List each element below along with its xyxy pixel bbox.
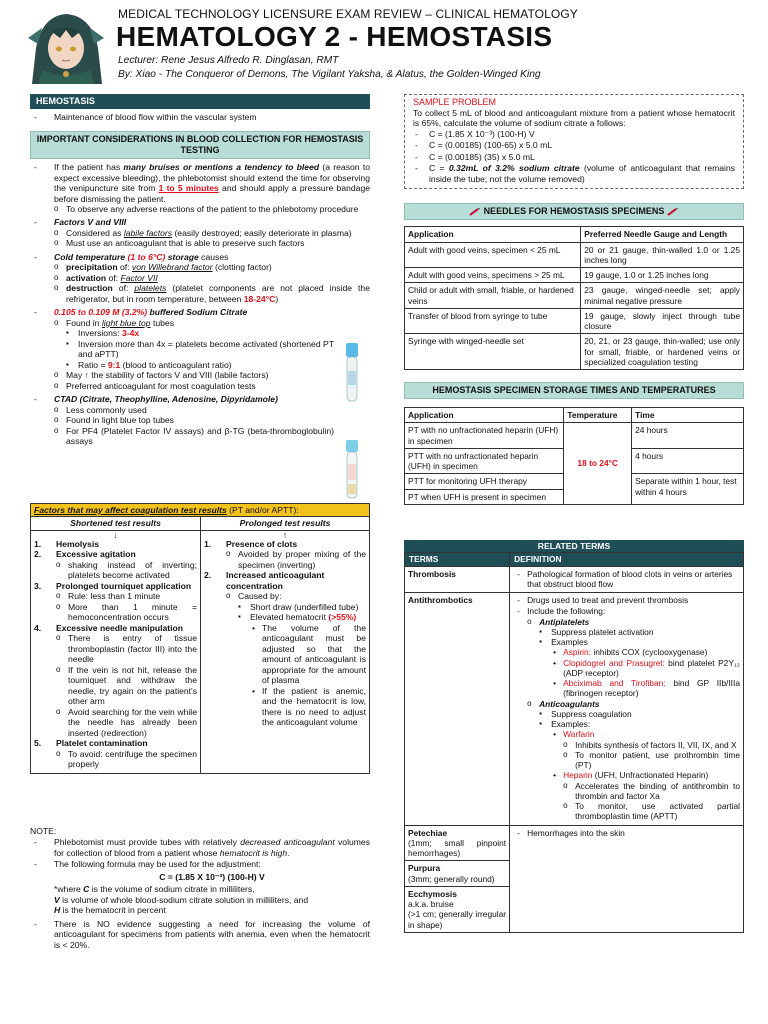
storage-application: PT when UFH is present in specimen <box>405 489 564 504</box>
storage-col-temperature: Temperature <box>564 408 632 423</box>
table-row: Thrombosis - Pathological formation of blood clots in veins or arteries that obstruct blood flow <box>405 566 744 593</box>
sample-problem-box: SAMPLE PROBLEM To collect 5 mL of blood and anticoagulant mixture from a patient whose hematocrit is 65%, calculate the volume of sodium citrate a follows: - C = (1.85 X 10⁻³) (100-H) V - C = (0.00185) (100-65) x 5.0 mL - C = (0.00185) (35) x 5.0 mL - C = 0.32mL of 3.2% sodium citrate (volume of anticoagulant that remains inside the tube; not the volume removed) <box>404 94 744 189</box>
needles-table <box>404 226 744 370</box>
note-label: NOTE: <box>30 826 57 836</box>
table-row <box>405 308 744 334</box>
sample-problem-text: To collect 5 mL of blood and anticoagulant mixture from a patient whose hematocrit is 65%, calculate the volume of sodium citrate a follows: <box>413 107 735 129</box>
ctad-use: o For PF4 (Platelet Factor IV assays) and β-TG (beta-thromboglobulin) assays <box>54 426 334 447</box>
table-row <box>405 242 744 268</box>
table-row: Petechiae (1mm; small pinpoint hemorrhages) - Hemorrhages into the skin <box>405 825 744 861</box>
note-item-2: - The following formula may be used for the adjustment: C = (1.85 X 10⁻³) (100-H) V *where C is the volume of sodium citrate in milliliters, V is volume of whole blood-sodium citrate solution in milliliters, and H is the hematocrit in percent <box>30 859 370 915</box>
hemostasis-definition: - Maintenance of blood flow within the vascular system <box>30 112 370 122</box>
lecturer-line: Lecturer: Rene Jesus Alfredo R. Dinglasan, RMT <box>118 55 339 66</box>
note-section <box>30 826 370 951</box>
needle-gauge: 23 gauge, winged-needle set; apply minimal negative pressure <box>581 283 744 309</box>
anticoagulant-preserve: o Must use an anticoagulant that is able to preserve such factors <box>54 238 370 248</box>
considerations-list <box>30 162 370 447</box>
table-row: Antithrombotics - Drugs used to treat and prevent thrombosis - Include the following: o Antiplatelets ▪ Suppress platelet activation ▪ Examples • Aspirin: inhibits COX (cyclooxygenase) • Clopidogrel and Prasugrel: bind platelet P2Y₁₂ (ADP receptor) • Abciximab and Tirofiban: bind GP IIb/IIIa (fibrinogen receptor) o Anticoagulants ▪ Suppress coagulation ▪ Examples: • Warfarin o Inhibits synthesis of factors II, VII, IX, and X o To monitor patient, use prothrombin time (PT) • Heparin (UFH, Unfractionated Heparin) o Accelerates the binding of antithrombin to thrombin and factor Xa o To monitor, use activated partial thromboplastin time (APTT) <box>405 593 744 826</box>
needle-gauge: 19 gauge, 1.0 or 1.25 inches long <box>581 268 744 283</box>
bruise-subitem: o To observe any adverse reactions of the patient to the phlebotomy procedure <box>54 204 370 214</box>
shortened-cause-item: 5. Platelet contamination o To avoid: centrifuge the specimen properly <box>34 738 197 769</box>
related-terms-section <box>404 540 744 933</box>
storage-time: 4 hours <box>632 448 744 474</box>
ctad-tube: o Found in light blue top tubes <box>54 415 334 425</box>
cold-precipitation: o precipitation of: von Willebrand factor (clotting factor) <box>54 262 370 272</box>
hemostasis-definition-list <box>30 112 370 122</box>
ctad-tube-icon <box>345 440 359 500</box>
needles-col-gauge: Preferred Needle Gauge and Length <box>581 227 744 242</box>
needle-gauge: 20, 21, or 23 gauge, thin-walled; use only for small, friable, or hardened veins or specialized coagulation testing <box>581 334 744 370</box>
term-ecchymosis: Ecchymosis <box>408 888 457 899</box>
prolonged-causes-list <box>204 539 366 728</box>
shortened-results-heading: Shortened test results <box>31 517 200 530</box>
table-row: Purpura (3mm; generally round) <box>405 861 744 887</box>
needle-application: Child or adult with small, friable, or hardened veins <box>405 283 581 309</box>
character-avatar-icon <box>22 8 110 84</box>
storage-temperature: 18 to 24°C <box>564 423 632 505</box>
page-header <box>0 0 768 88</box>
storage-application: PT with no unfractionated heparin (UFH) in specimen <box>405 423 564 449</box>
needle-gauge: 19 gauge, slowly inject through tube closure <box>581 308 744 334</box>
related-terms-heading: RELATED TERMS <box>404 540 744 552</box>
storage-table <box>404 407 744 505</box>
needle-application: Syringe with winged-needle set <box>405 334 581 370</box>
shortened-causes-list <box>34 539 197 770</box>
factors-v-viii-item: - Factors V and VIII o Considered as labile factors (easily destroyed; easily deteriorate in plasma) o Must use an anticoagulant that is able to preserve such factors <box>30 217 370 248</box>
related-col-terms: TERMS <box>405 553 510 566</box>
coagulation-factors-box <box>30 503 370 774</box>
right-column <box>404 94 744 505</box>
table-row <box>405 268 744 283</box>
table-row <box>405 334 744 370</box>
storage-heading: HEMOSTASIS SPECIMEN STORAGE TIMES AND TEMPERATURES <box>404 382 744 399</box>
prolonged-results-column <box>200 517 369 772</box>
note-item-3: - There is NO evidence suggesting a need for increasing the volume of anticoagulant for specimens from patients with anemia, even when the hematocrit is < 20%. <box>30 919 370 950</box>
up-arrow-icon: ↑ <box>282 529 288 540</box>
factors-box-title: Factors that may affect coagulation test results (PT and/or APTT): <box>31 504 369 517</box>
storage-time: 24 hours <box>632 423 744 449</box>
table-row <box>405 423 744 449</box>
related-terms-table <box>404 552 744 933</box>
hemostasis-heading: HEMOSTASIS <box>30 94 370 109</box>
term-antithrombotics: Antithrombotics <box>408 595 473 606</box>
needles-heading: NEEDLES FOR HEMOSTASIS SPECIMENS <box>404 203 744 220</box>
down-arrow-icon: ↓ <box>113 529 118 540</box>
citrate-tube: o Found in light blue top tubes ▪ Inversions: 3-4x ▪ Inversion more than 4x = platelets become activated (shortened PT and aPTT) ▪ Ratio = 9:1 (blood to anticoagulant ratio) <box>54 318 334 370</box>
citrate-preferred: o Preferred anticoagulant for most coagulation tests <box>54 381 334 391</box>
ctad-less: o Less commonly used <box>54 405 334 415</box>
storage-application: PTT for monitoring UFH therapy <box>405 474 564 489</box>
shortened-results-column <box>31 517 200 772</box>
shortened-cause-item: 1. Hemolysis <box>34 538 99 549</box>
shortened-cause-item: 3. Prolonged tourniquet application o Rule: less than 1 minute o More than 1 minute = hemoconcentration occurs <box>34 581 197 623</box>
bruise-item: - If the patient has many bruises or mentions a tendency to bleed (a reason to expect excessive bleeding), the phlebotomist should extend the time for observing the venipuncture site from 1 to 5 minutes and should apply a pressure bandage before dismissing the patient. o To observe any adverse reactions of the patient to the phlebotomy procedure <box>30 162 370 214</box>
page-title: HEMATOLOGY 2 - HEMOSTASIS <box>116 21 553 52</box>
labile-factors: o Considered as labile factors (easily destroyed; easily deteriorate in plasma) <box>54 228 370 238</box>
left-column <box>30 94 370 448</box>
cold-destruction: o destruction of: platelets (platelet components are not placed inside the refrigerator, but in room temperature, between 18-24°C) <box>54 283 370 304</box>
storage-col-time: Time <box>632 408 744 423</box>
storage-col-application: Application <box>405 408 564 423</box>
needle-application: Adult with good veins, specimen < 25 mL <box>405 242 581 268</box>
cause-anticoagulant: 2. Increased anticoagulant concentration o Caused by: ▪ Short draw (underfilled tube) ▪ Elevated hematocrit (>55%) • The volume of the anticoagulant must be adjusted so that the amount of anticoagulant is appropriate for the amount of plasma • If the patient is anemic, and the hematocrit is low, there is no need to adjust the anticoagulant volume <box>204 570 366 727</box>
author-line: By: Xiao - The Conqueror of Demons, The Vigilant Yaksha, & Alatus, the Golden-Winged King <box>118 69 541 80</box>
table-row: Ecchymosis a.k.a. bruise (>1 cm; generally irregular in shape) <box>405 886 744 932</box>
term-petechiae: Petechiae <box>408 827 448 838</box>
needle-application: Transfer of blood from syringe to tube <box>405 308 581 334</box>
cause-clots: 1. Presence of clots o Avoided by proper mixing of the specimen (inverting) <box>204 539 366 570</box>
term-purpura: Purpura <box>408 863 441 874</box>
storage-time: Separate within 1 hour, test within 4 hours <box>632 474 744 505</box>
citrate-formula: C = (1.85 X 10⁻³) (100-H) V <box>159 871 265 882</box>
term-thrombosis: Thrombosis <box>408 568 456 579</box>
cold-activation: o activation of: Factor VII <box>54 273 370 283</box>
header-subtitle: MEDICAL TECHNOLOGY LICENSURE EXAM REVIEW – CLINICAL HEMATOLOGY <box>118 7 578 21</box>
ctad-item: - CTAD (Citrate, Theophylline, Adenosine, Dipyridamole) o Less commonly used o Found in light blue top tubes o For PF4 (Platelet Factor IV assays) and β-TG (beta-thromboglobulin) assays <box>30 394 370 446</box>
table-row <box>405 283 744 309</box>
needles-col-application: Application <box>405 227 581 242</box>
considerations-heading: IMPORTANT CONSIDERATIONS IN BLOOD COLLECTION FOR HEMOSTASIS TESTING <box>30 131 370 159</box>
needle-gauge: 20 or 21 gauge, thin-walled 1.0 or 1.25 inches long <box>581 242 744 268</box>
cold-temp-item: - Cold temperature (1 to 6°C) storage causes o precipitation of: von Willebrand factor (clotting factor) o activation of: Factor VII o destruction of: platelets (platelet components are not placed inside the refrigerator, but in room temperature, between 18-24°C) <box>30 252 370 304</box>
sample-problem-title: SAMPLE PROBLEM <box>413 97 497 107</box>
light-blue-top-tube-icon <box>345 343 359 403</box>
syringe-icon <box>667 208 679 216</box>
related-col-definition: DEFINITION <box>510 553 744 566</box>
syringe-icon <box>469 208 481 216</box>
citrate-over-inversion: ▪ Inversion more than 4x = platelets become activated (shortened PT and aPTT) <box>66 339 334 360</box>
citrate-ratio: ▪ Ratio = 9:1 (blood to anticoagulant ratio) <box>66 360 334 370</box>
storage-application: PTT with no unfractionated heparin (UFH) in specimen <box>405 448 564 474</box>
citrate-stability: o May ↑ the stability of factors V and VIII (labile factors) <box>54 370 334 380</box>
sodium-citrate-item: - 0.105 to 0.109 M (3.2%) buffered Sodium Citrate o Found in light blue top tubes ▪ Inversions: 3-4x ▪ Inversion more than 4x = platelets become activated (shortened PT and aPTT) ▪ Ratio = 9:1 (blood to anticoagulant ratio) o May ↑ the stability of factors V and VIII (labile factors) o Preferred anticoagulant for most coagulation tests <box>30 307 370 391</box>
shortened-cause-item: 4. Excessive needle manipulation o There is entry of tissue thromboplastin (factor III) into the needle o If the vein is not hit, release the tourniquet and withdraw the needle, try again on the patient's other arm o Avoid searching for the vein while the needle has already been inserted (redirection) <box>34 623 197 738</box>
citrate-inversions: ▪ Inversions: 3-4x <box>66 328 334 338</box>
shortened-cause-item: 2. Excessive agitation o shaking instead of inverting; platelets become activated <box>34 549 197 580</box>
prolonged-results-heading: Prolonged test results <box>201 517 369 530</box>
needle-application: Adult with good veins, specimens > 25 mL <box>405 268 581 283</box>
note-item-1: - Phlebotomist must provide tubes with relatively decreased anticoagulant volumes for collection of blood from a patient whose hematocrit is high. <box>30 837 370 858</box>
